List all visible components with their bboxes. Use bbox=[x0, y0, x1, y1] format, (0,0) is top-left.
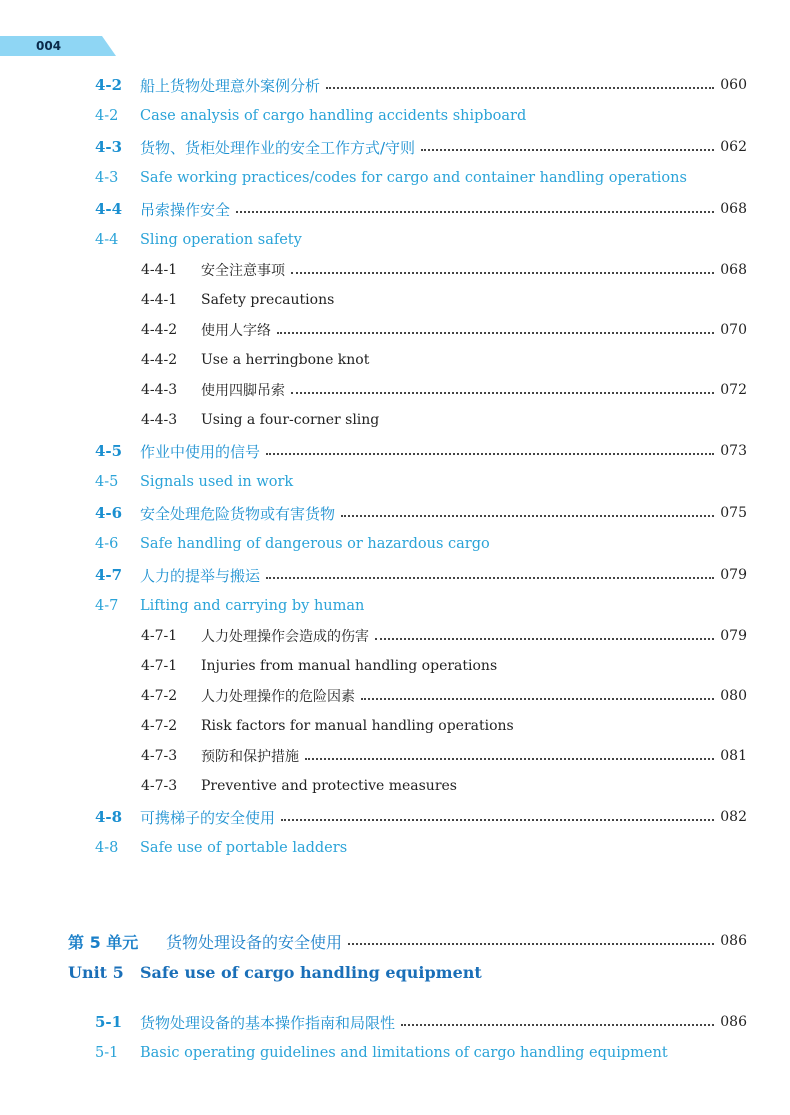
toc-entry-title: 可携梯子的安全使用 bbox=[140, 808, 276, 827]
toc-entry[interactable] bbox=[95, 166, 687, 190]
dot-leader bbox=[305, 758, 714, 760]
toc-entry-number: Unit 5 bbox=[68, 962, 124, 982]
toc-entry[interactable] bbox=[95, 439, 747, 463]
dot-leader bbox=[277, 332, 714, 334]
toc-entry-title: 货物处理设备的基本操作指南和局限性 bbox=[140, 1013, 396, 1032]
toc-entry-title: Sling operation safety bbox=[140, 232, 302, 248]
toc-entry-number: 4-3 bbox=[95, 170, 119, 186]
toc-entry-number: 4-8 bbox=[95, 840, 119, 856]
toc-entry-number: 4-4 bbox=[95, 232, 119, 248]
toc-entry[interactable] bbox=[95, 836, 347, 860]
toc-entry[interactable] bbox=[141, 624, 747, 648]
toc-entry[interactable] bbox=[95, 563, 747, 587]
toc-entry-page: 068 bbox=[720, 201, 747, 217]
toc-entry-number: 4-7 bbox=[95, 566, 123, 584]
toc-entry[interactable] bbox=[141, 714, 514, 738]
toc-entry[interactable] bbox=[141, 684, 747, 708]
toc-entry-title: Lifting and carrying by human bbox=[140, 598, 365, 614]
dot-leader bbox=[266, 577, 714, 579]
toc-entry[interactable] bbox=[95, 470, 293, 494]
toc-entry-page: 081 bbox=[720, 748, 747, 764]
toc-entry-page: 079 bbox=[720, 567, 747, 583]
toc-entry-title: 船上货物处理意外案例分析 bbox=[140, 76, 321, 95]
toc-entry-page: 086 bbox=[720, 933, 747, 949]
toc-entry[interactable] bbox=[141, 288, 334, 312]
toc-entry[interactable] bbox=[68, 929, 747, 953]
toc-entry-title: 使用人字络 bbox=[201, 323, 271, 339]
toc-entry-title: 人力的提举与搬运 bbox=[140, 566, 261, 585]
toc-entry[interactable] bbox=[95, 73, 747, 97]
toc-entry-page: 073 bbox=[720, 443, 747, 459]
toc-entry-title: 作业中使用的信号 bbox=[140, 442, 261, 461]
toc-entry-title: Signals used in work bbox=[140, 474, 294, 490]
toc-entry-page: 072 bbox=[720, 382, 747, 398]
toc-entry[interactable] bbox=[141, 348, 369, 372]
toc-entry[interactable] bbox=[95, 1041, 668, 1065]
toc-entry-page: 075 bbox=[720, 505, 747, 521]
toc-entry-number: 4-7-3 bbox=[141, 748, 178, 764]
toc-entry-number: 4-2 bbox=[95, 108, 119, 124]
dot-leader bbox=[361, 698, 714, 700]
dot-leader bbox=[326, 87, 714, 89]
toc-entry-number: 4-7-3 bbox=[141, 778, 178, 794]
toc-entry-number: 4-4-3 bbox=[141, 382, 178, 398]
dot-leader bbox=[291, 272, 714, 274]
toc-entry-number: 4-7-1 bbox=[141, 658, 178, 674]
toc-entry-number: 4-6 bbox=[95, 536, 119, 552]
toc-entry-number: 4-7-2 bbox=[141, 688, 178, 704]
toc-entry-number: 4-2 bbox=[95, 76, 123, 94]
toc-entry[interactable] bbox=[95, 594, 364, 618]
dot-leader bbox=[236, 211, 714, 213]
toc-entry-number: 4-6 bbox=[95, 504, 123, 522]
toc-entry-number: 4-4-2 bbox=[141, 322, 178, 338]
toc-entry[interactable] bbox=[141, 378, 747, 402]
toc-entry[interactable] bbox=[141, 654, 497, 678]
toc-entry-title: Using a four-corner sling bbox=[201, 412, 380, 428]
toc-entry-title: 货物处理设备的安全使用 bbox=[166, 932, 343, 952]
toc-entry[interactable] bbox=[95, 1010, 747, 1034]
toc-entry[interactable] bbox=[141, 258, 747, 282]
toc-entry[interactable] bbox=[95, 532, 490, 556]
toc-entry-title: 安全注意事项 bbox=[201, 263, 285, 279]
dot-leader bbox=[281, 819, 714, 821]
toc-entry-number: 4-8 bbox=[95, 808, 123, 826]
toc-entry-number: 4-4-1 bbox=[141, 292, 178, 308]
toc-entry-page: 080 bbox=[720, 688, 747, 704]
toc-entry-number: 4-7 bbox=[95, 598, 119, 614]
toc-entry-number: 4-5 bbox=[95, 474, 119, 490]
toc-entry[interactable] bbox=[95, 135, 747, 159]
dot-leader bbox=[375, 638, 714, 640]
toc-entry-title: 货物、货柜处理作业的安全工作方式/守则 bbox=[140, 138, 416, 157]
toc-entry[interactable] bbox=[141, 744, 747, 768]
toc-entry-number: 4-4-3 bbox=[141, 412, 178, 428]
toc-entry-page: 079 bbox=[720, 628, 747, 644]
toc-entry[interactable] bbox=[95, 228, 302, 252]
toc-entry-page: 060 bbox=[720, 77, 747, 93]
toc-entry-title: Case analysis of cargo handling accidents shipboard bbox=[140, 108, 527, 124]
dot-leader bbox=[401, 1024, 714, 1026]
toc-entry-title: Safe handling of dangerous or hazardous cargo bbox=[140, 536, 490, 552]
toc-entry[interactable] bbox=[141, 774, 457, 798]
toc-entry[interactable] bbox=[95, 197, 747, 221]
toc-entry-title: 安全处理危险货物或有害货物 bbox=[140, 504, 336, 523]
toc-entry[interactable] bbox=[95, 501, 747, 525]
toc-entry-page: 070 bbox=[720, 322, 747, 338]
toc-entry-number: 4-4-1 bbox=[141, 262, 178, 278]
toc-entry-title: 吊索操作安全 bbox=[140, 200, 231, 219]
toc-entry-number: 4-7-1 bbox=[141, 628, 178, 644]
toc-entry-number: 4-3 bbox=[95, 138, 123, 156]
dot-leader bbox=[348, 943, 714, 945]
dot-leader bbox=[266, 453, 714, 455]
toc-entry-title: Preventive and protective measures bbox=[201, 778, 457, 794]
toc-entry[interactable] bbox=[95, 805, 747, 829]
toc-entry-number: 5-1 bbox=[95, 1013, 123, 1031]
toc-entry[interactable] bbox=[68, 960, 482, 984]
toc-entry-number: 4-4 bbox=[95, 200, 123, 218]
page-number: 004 bbox=[36, 39, 62, 53]
dot-leader bbox=[291, 392, 714, 394]
toc-entry-title: Safe use of cargo handling equipment bbox=[140, 962, 482, 982]
toc-entry-title: Safe use of portable ladders bbox=[140, 840, 348, 856]
toc-entry-number: 5-1 bbox=[95, 1045, 119, 1061]
toc-entry-title: Safe working practices/codes for cargo and container handling operations bbox=[140, 170, 687, 186]
toc-entry-page: 062 bbox=[720, 139, 747, 155]
toc-entry-page: 068 bbox=[720, 262, 747, 278]
toc-entry[interactable] bbox=[141, 408, 379, 432]
toc-entry-title: Risk factors for manual handling operations bbox=[201, 718, 514, 734]
toc-entry-number: 4-5 bbox=[95, 442, 123, 460]
toc-entry-title: 使用四脚吊索 bbox=[201, 383, 285, 399]
toc-entry-title: Safety precautions bbox=[201, 292, 335, 308]
toc-entry-page: 082 bbox=[720, 809, 747, 825]
toc-entry-title: 人力处理操作会造成的伤害 bbox=[201, 629, 369, 645]
toc-entry-page: 086 bbox=[720, 1014, 747, 1030]
toc-entry-number: 4-4-2 bbox=[141, 352, 178, 368]
dot-leader bbox=[421, 149, 714, 151]
toc-entry-title: Injuries from manual handling operations bbox=[201, 658, 498, 674]
toc-entry[interactable] bbox=[141, 318, 747, 342]
toc-entry-title: 预防和保护措施 bbox=[201, 749, 299, 765]
toc-entry-title: Basic operating guidelines and limitations of cargo handling equipment bbox=[140, 1045, 668, 1061]
toc-entry[interactable] bbox=[95, 104, 526, 128]
toc-entry-title: 人力处理操作的危险因素 bbox=[201, 689, 355, 705]
dot-leader bbox=[341, 515, 714, 517]
toc-entry-title: Use a herringbone knot bbox=[201, 352, 370, 368]
toc-entry-number: 第 5 单元 bbox=[68, 932, 139, 952]
toc-entry-number: 4-7-2 bbox=[141, 718, 178, 734]
